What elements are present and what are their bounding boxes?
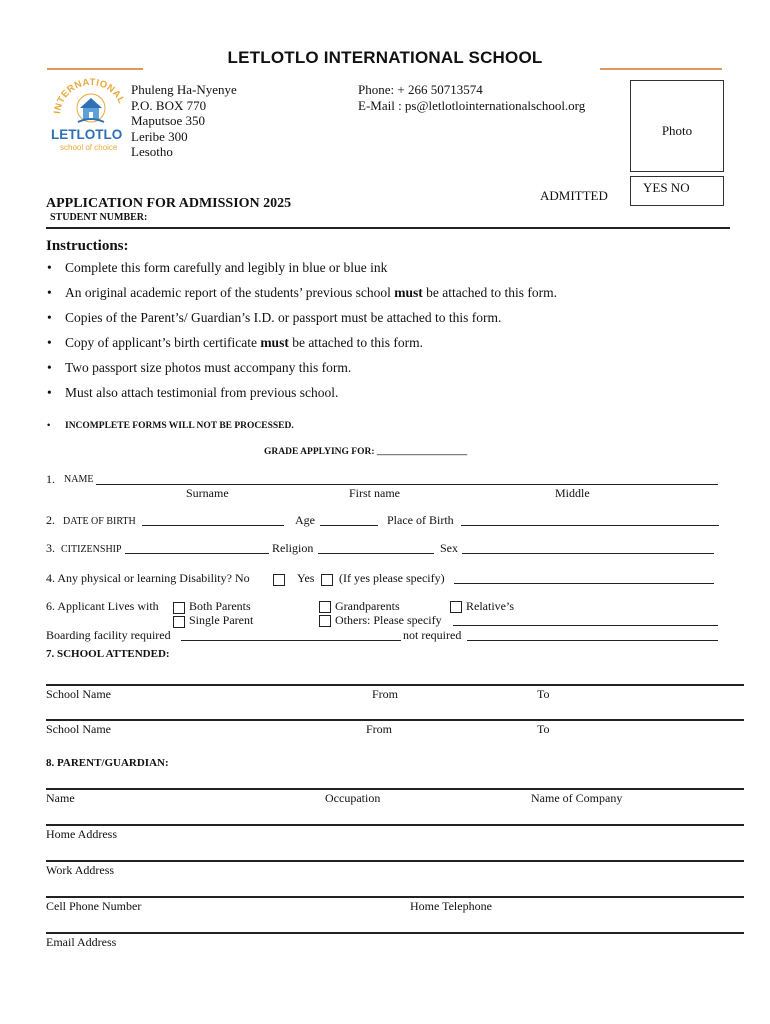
address-line: P.O. BOX 770: [131, 97, 207, 113]
name-input[interactable]: [96, 484, 718, 485]
others-input[interactable]: [453, 625, 718, 626]
disability-specify-label: (If yes please specify): [339, 571, 445, 585]
contact-info: [358, 82, 585, 113]
not-required-input[interactable]: [467, 640, 718, 641]
school-address: [131, 82, 237, 160]
student-number-label: STUDENT NUMBER:: [50, 212, 148, 223]
middle-caption: Middle: [555, 486, 590, 500]
admitted-label: ADMITTED: [540, 188, 608, 203]
parent-guardian-heading: 8. PARENT/GUARDIAN:: [46, 757, 169, 769]
religion-label: Religion: [272, 541, 314, 555]
instruction-item: • An original academic report of the students’ previous school must be attached to this form.: [47, 285, 558, 300]
single-parent-label: Single Parent: [189, 613, 254, 627]
instruction-item: • Complete this form carefully and legibly in blue or blue ink: [47, 260, 388, 275]
parent-row-line[interactable]: [46, 788, 744, 790]
company-label: Name of Company: [531, 791, 623, 805]
relatives-checkbox[interactable]: [450, 599, 462, 617]
both-parents-label: Both Parents: [189, 599, 251, 613]
citizenship-number: 3.: [46, 541, 55, 555]
others-checkbox[interactable]: [319, 613, 331, 631]
sex-label: Sex: [440, 541, 458, 555]
phone: Phone: + 266 50713574: [358, 82, 483, 97]
disability-label: 4. Any physical or learning Disability? No: [46, 571, 250, 585]
work-address-label: Work Address: [46, 863, 115, 877]
from-label: From: [372, 687, 399, 701]
address-line: Phuleng Ha-Nyenye: [131, 82, 237, 97]
citizenship-input[interactable]: [125, 553, 269, 554]
parent-row-line[interactable]: [46, 896, 744, 898]
dob-input[interactable]: [142, 525, 284, 526]
surname-caption: Surname: [186, 486, 229, 500]
admitted-yes-no-box[interactable]: [630, 176, 724, 206]
address-line: Lesotho: [131, 144, 173, 159]
disability-yes-label: Yes: [297, 571, 315, 585]
from-label: From: [366, 722, 393, 736]
citizenship-label: CITIZENSHIP: [61, 544, 122, 555]
address-line: Leribe 300: [131, 128, 188, 144]
place-of-birth-input[interactable]: [461, 525, 719, 526]
home-telephone-label: Home Telephone: [410, 899, 492, 913]
not-required-label: not required: [403, 628, 462, 642]
photo-label: Photo: [661, 123, 693, 138]
photo-box: [630, 80, 724, 172]
instructions-heading: Instructions:: [46, 238, 129, 254]
religion-input[interactable]: [318, 553, 434, 554]
instruction-item: • Copy of applicant’s birth certificate must be attached to this form.: [47, 335, 424, 350]
disability-specify-input[interactable]: [454, 583, 714, 584]
lives-with-label: 6. Applicant Lives with: [46, 599, 159, 613]
grade-applying-field[interactable]: GRADE APPLYING FOR: ___________________: [264, 447, 468, 457]
to-label: To: [537, 687, 550, 701]
header-rule-right: [600, 68, 722, 70]
relatives-label: Relative’s: [466, 599, 514, 613]
yes-no-label: YES NO: [643, 180, 690, 195]
single-parent-checkbox[interactable]: [173, 614, 185, 632]
home-address-label: Home Address: [46, 827, 117, 841]
name-number: 1.: [46, 472, 55, 486]
school-row-line[interactable]: [46, 684, 744, 686]
grandparents-label: Grandparents: [335, 599, 400, 613]
instruction-item: • Must also attach testimonial from previous school.: [47, 385, 339, 400]
divider: [46, 227, 730, 229]
address-line: Maputsoe 350: [131, 113, 206, 128]
place-of-birth-label: Place of Birth: [387, 513, 454, 527]
boarding-label: Boarding facility required: [46, 628, 171, 642]
sex-input[interactable]: [462, 553, 714, 554]
logo-name: LETLOTLO: [51, 127, 123, 142]
email: E-Mail : ps@letlotlointernationalschool.org: [358, 97, 586, 113]
school-attended-heading: 7. SCHOOL ATTENDED:: [46, 648, 170, 660]
parent-row-line[interactable]: [46, 824, 744, 826]
logo-arc-text: INTERNATIONAL: [52, 76, 128, 115]
cell-phone-label: Cell Phone Number: [46, 899, 142, 913]
school-row-line[interactable]: [46, 719, 744, 721]
age-label: Age: [295, 513, 315, 527]
school-name: LETLOTLO INTERNATIONAL SCHOOL: [227, 48, 543, 67]
dob-number: 2.: [46, 513, 55, 527]
instruction-item: • Copies of the Parent’s/ Guardian’s I.D. or passport must be attached to this form.: [47, 310, 502, 325]
parent-row-line[interactable]: [46, 932, 744, 934]
parent-row-line[interactable]: [46, 860, 744, 862]
school-name-label: School Name: [46, 722, 111, 736]
age-input[interactable]: [320, 525, 378, 526]
parent-name-label: Name: [46, 791, 75, 805]
form-title: APPLICATION FOR ADMISSION 2025: [46, 196, 292, 211]
occupation-label: Occupation: [325, 791, 381, 805]
logo-tagline: school of choice: [60, 143, 118, 152]
dob-label: DATE OF BIRTH: [63, 516, 136, 527]
first-name-caption: First name: [349, 486, 400, 500]
disability-yes-checkbox[interactable]: [321, 572, 333, 590]
instruction-item: • Two passport size photos must accompany this form.: [47, 360, 352, 375]
to-label: To: [537, 722, 550, 736]
boarding-input[interactable]: [181, 640, 401, 641]
name-label: NAME: [64, 474, 94, 485]
email-address-label: Email Address: [46, 935, 117, 949]
incomplete-warning: • INCOMPLETE FORMS WILL NOT BE PROCESSED.: [47, 421, 294, 431]
school-logo: [50, 68, 130, 154]
school-name-label: School Name: [46, 687, 111, 701]
others-label: Others: Please specify: [335, 613, 442, 627]
disability-no-checkbox[interactable]: [273, 572, 285, 590]
